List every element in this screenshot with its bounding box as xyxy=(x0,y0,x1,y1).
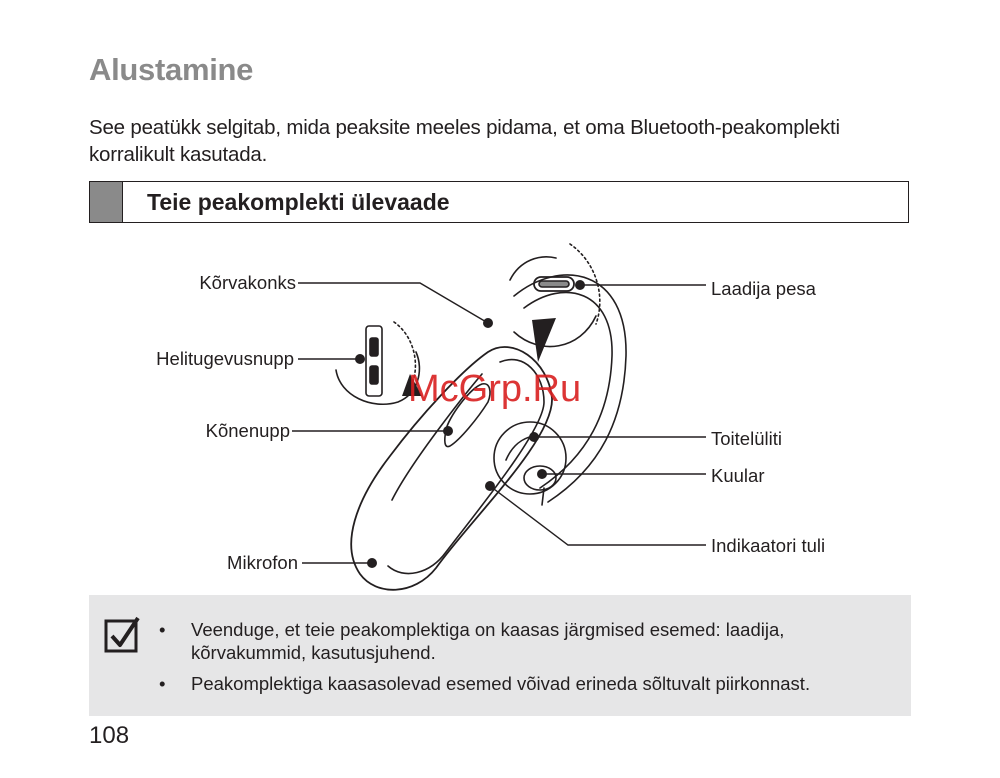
page-number: 108 xyxy=(89,722,130,749)
page-title: Alustamine xyxy=(89,52,254,87)
note-item xyxy=(159,618,891,664)
intro-paragraph: See peatükk selgitab, mida peaksite meeles pidama, et oma Bluetooth-peakomplekti korralikult kasutada. xyxy=(89,116,840,166)
volume-button-shape xyxy=(366,326,382,396)
label-microphone: Mikrofon xyxy=(227,552,298,573)
label-power-switch: Toitelüliti xyxy=(711,428,782,449)
bullet-icon: • xyxy=(159,619,166,640)
label-talk-button: Kõnenupp xyxy=(205,420,290,441)
note-item xyxy=(159,672,891,695)
note-box xyxy=(89,595,911,716)
note-list xyxy=(159,618,891,703)
bullet-icon: • xyxy=(159,673,166,694)
watermark: McGrp.Ru xyxy=(408,368,582,410)
label-earpiece: Kuular xyxy=(711,465,765,486)
label-volume-button: Helitugevusnupp xyxy=(156,348,294,369)
checkbox-check-icon xyxy=(103,615,141,655)
note-text: Peakomplektiga kaasasolevad esemed võivad erineda sõltuvalt piirkonnast. xyxy=(191,673,811,694)
section-title: Teie peakomplekti ülevaade xyxy=(147,189,450,215)
note-text: Veenduge, et teie peakomplektiga on kaasas järgmised esemed: laadija, kõrvakummid, kasutusjuhend. xyxy=(191,619,785,663)
label-ear-hook: Kõrvakonks xyxy=(199,272,296,293)
label-charger-jack: Laadija pesa xyxy=(711,278,816,299)
label-indicator-light: Indikaatori tuli xyxy=(711,535,826,556)
